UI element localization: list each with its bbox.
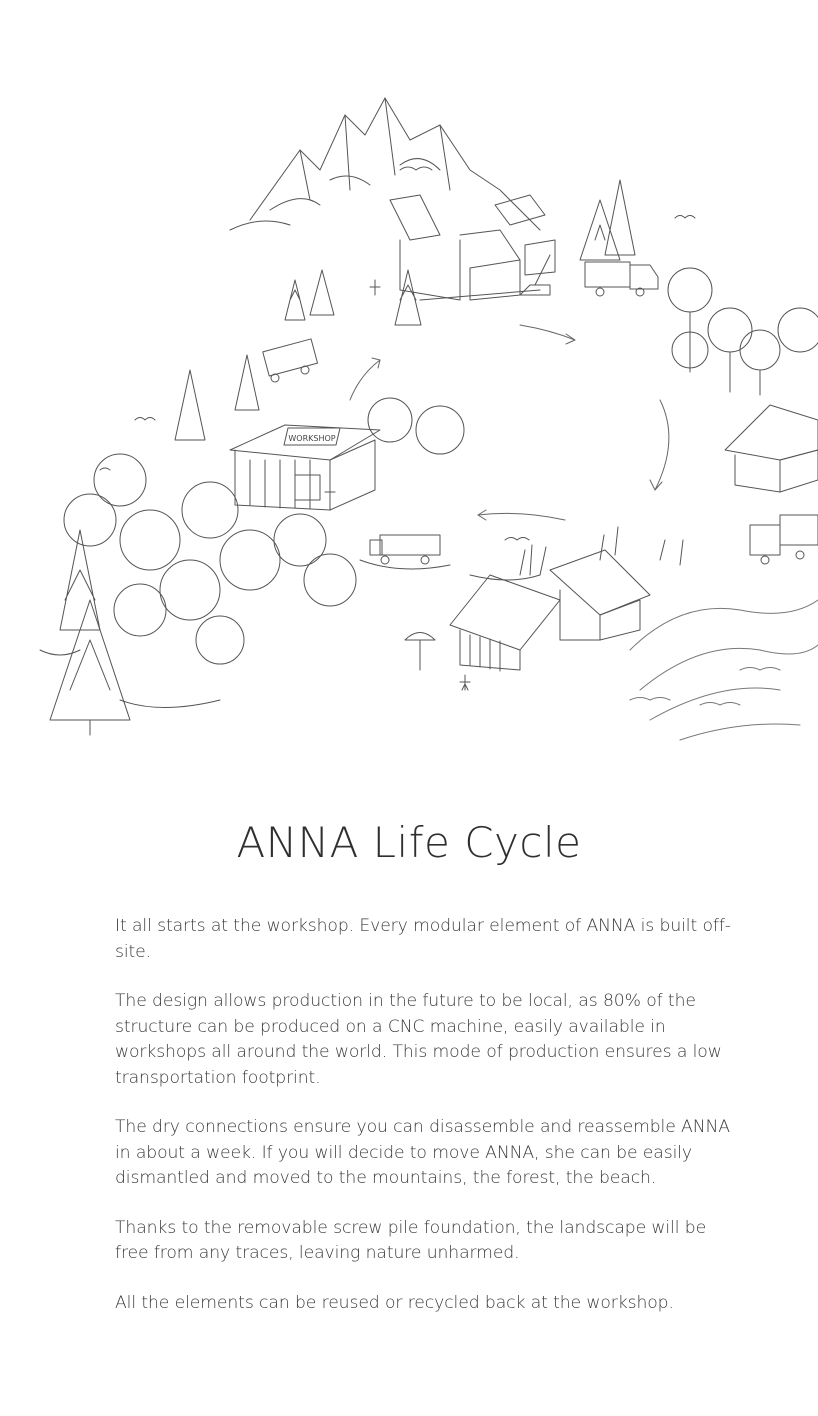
shoreline-waves: [630, 600, 818, 740]
truck-top-right: [585, 262, 658, 296]
truck-bottom-right: [750, 515, 818, 564]
mountains-sketch: [230, 98, 540, 230]
cycle-arrows: [350, 325, 669, 520]
forest-cabin-sketch: [725, 405, 818, 492]
paragraph-screw-pile-foundation: Thanks to the removable screw pile foundation, the landscape will be free from any traces, leaving nature unharmed.: [115, 1217, 707, 1263]
life-cycle-description: [115, 914, 737, 1340]
mountain-cabin-sketch: [390, 195, 555, 300]
paragraph-reuse-recycle: All the elements can be reused or recycled back at the workshop.: [115, 1292, 674, 1313]
log-truck-sketch: [370, 535, 440, 564]
beach-grass-sketch: [520, 527, 683, 575]
deciduous-trees-right: [668, 268, 818, 395]
paragraph-local-production: The design allows production in the future to be local, as 80% of the structure can be produced on a CNC machine, easily available in workshops all around the world. This mode of production ensures a low transportation footprint.: [115, 991, 722, 1088]
paragraph-workshop: It all starts at the workshop. Every modular element of ANNA is built off-site.: [115, 916, 731, 962]
paragraph-dry-connections: The dry connections ensure you can disassemble and reassemble ANNA in about a week. If you will decide to move ANNA, she can be easily dismantled and moved to the mountains, the forest, the beach.: [115, 1117, 730, 1188]
person-sketch: [460, 675, 470, 690]
workshop-sign-text: WORKSHOP: [288, 434, 336, 443]
beach-cabins-sketch: [450, 550, 650, 671]
bird-sketch: [400, 167, 432, 170]
page-title: ANNA Life Cycle: [236, 818, 582, 867]
beach-umbrella-sketch: [405, 633, 435, 671]
truck-left-middle: [263, 339, 318, 382]
